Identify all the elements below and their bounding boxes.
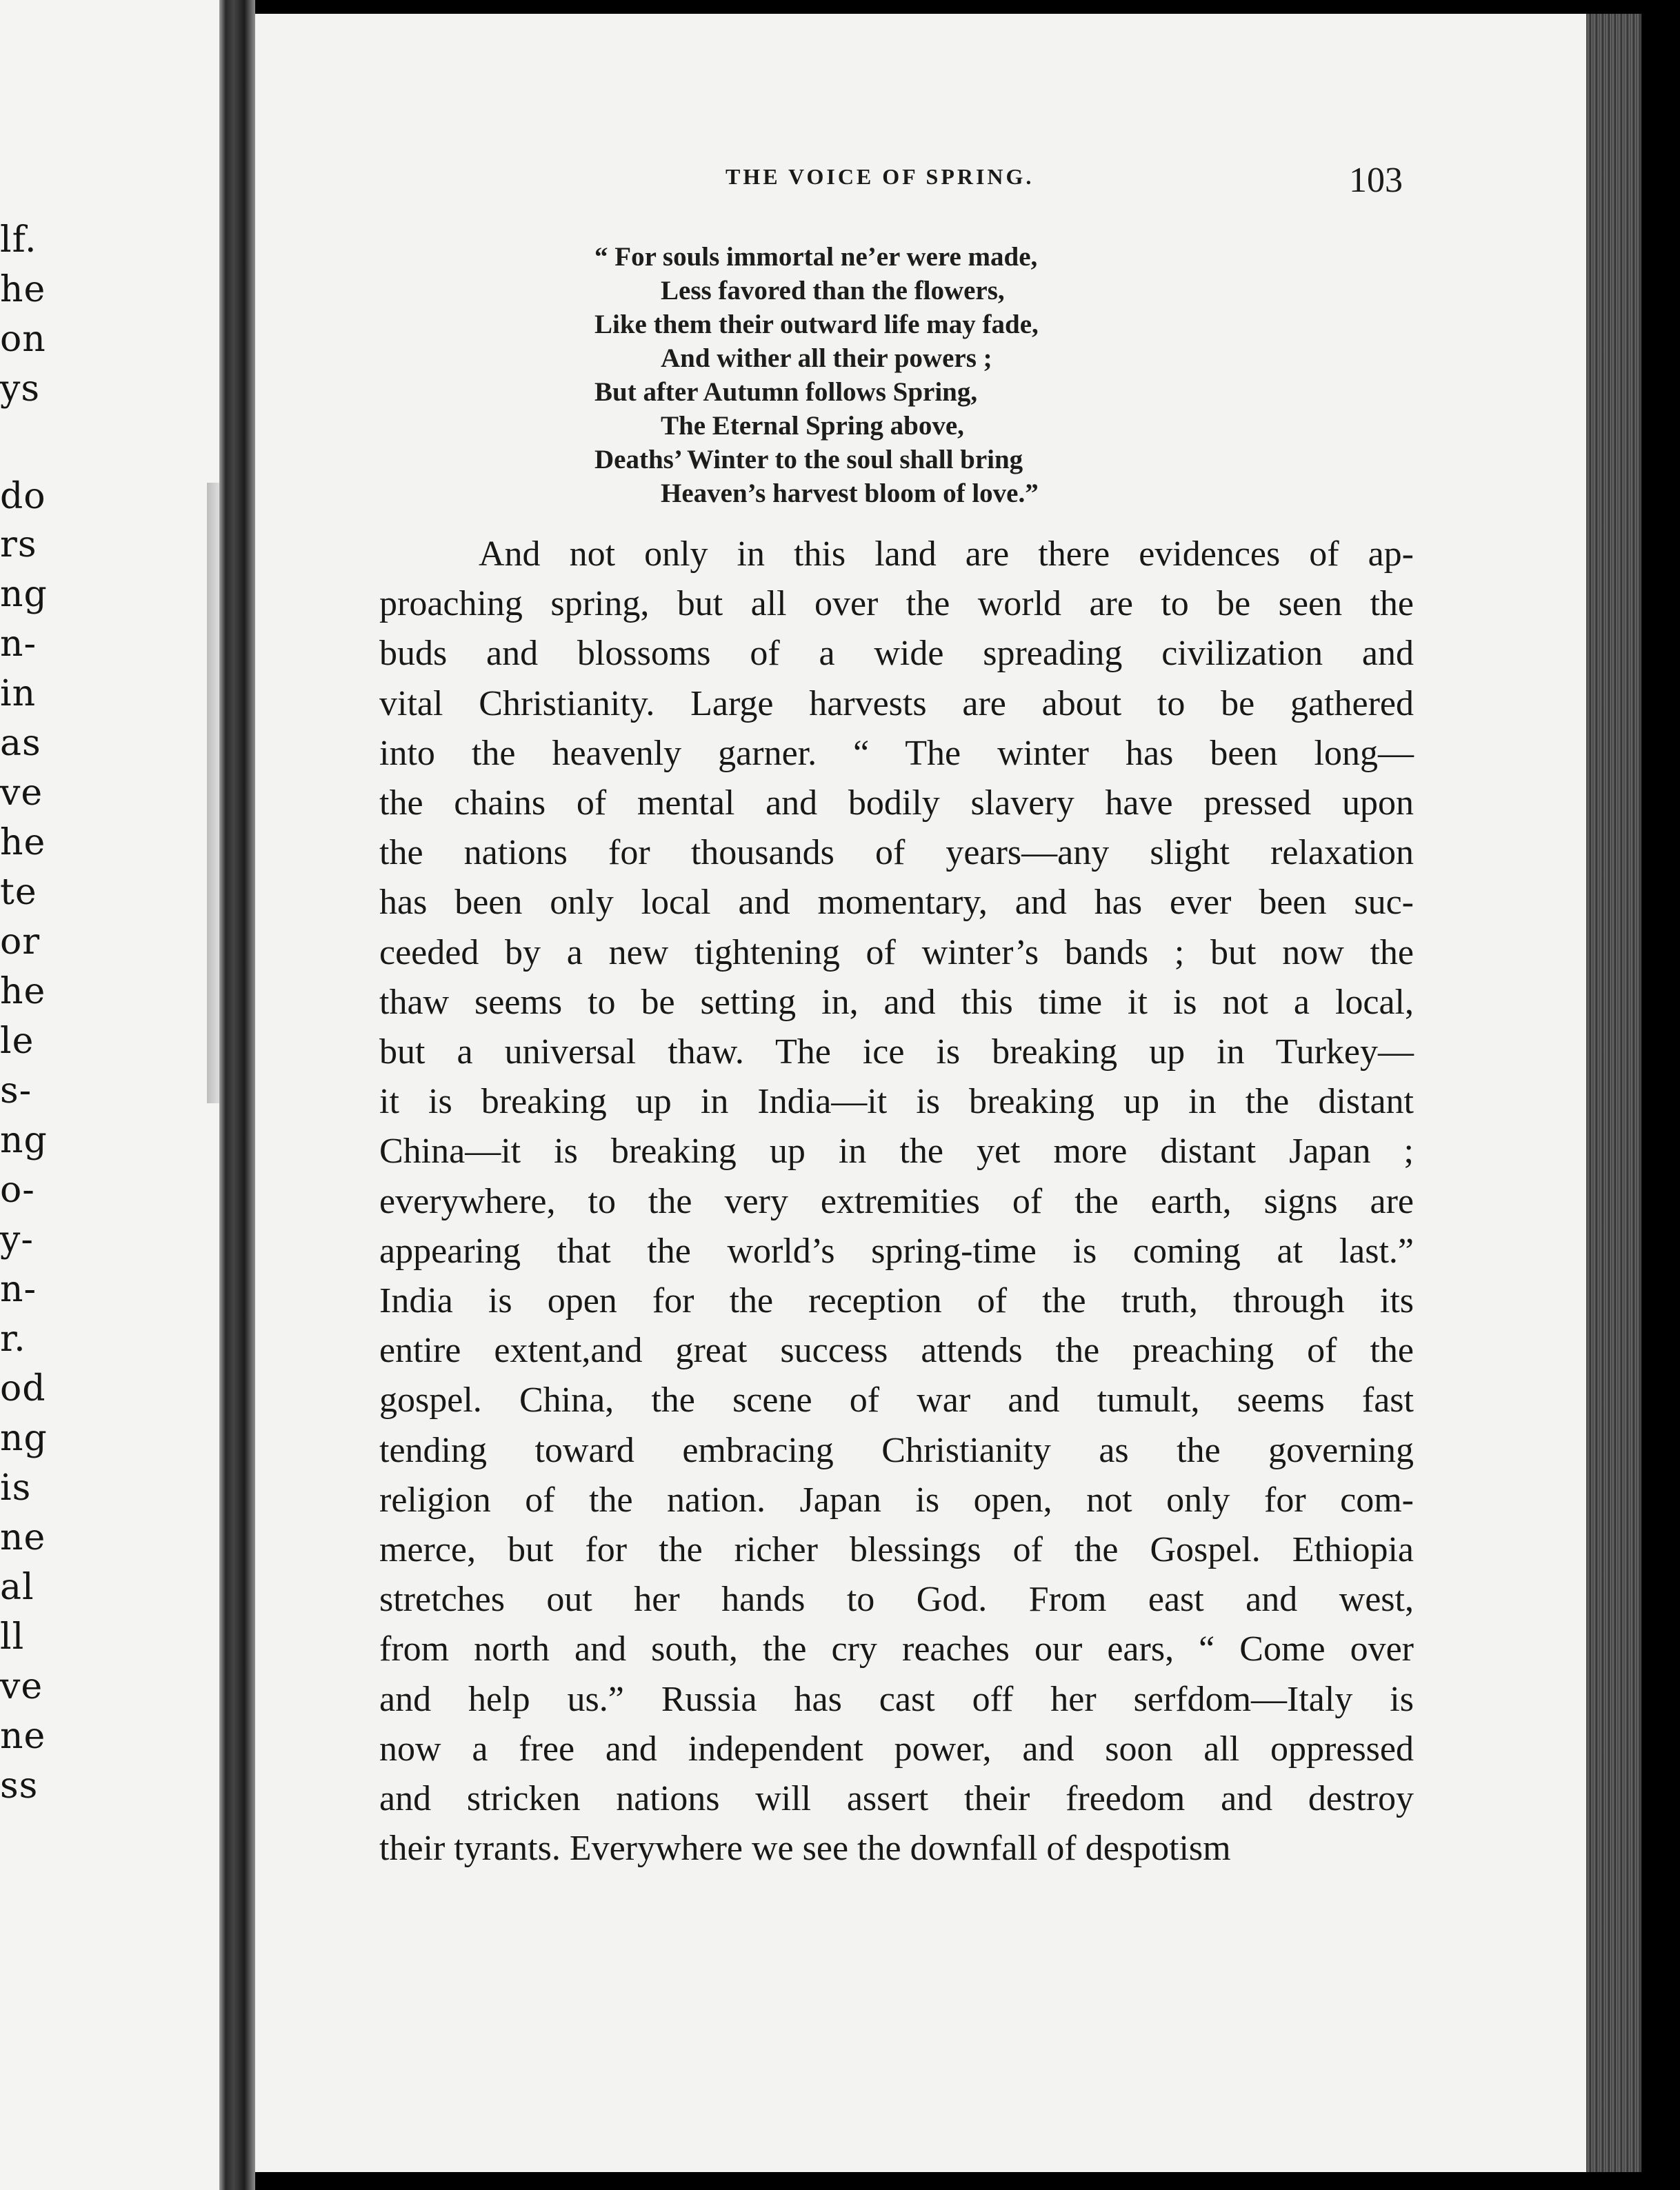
text-line: the chains of mental and bodily slavery have pressed upon [379,783,1414,823]
facing-fragment: he [0,269,46,310]
facing-fragment: is [0,1467,32,1509]
facing-fragment: n- [0,1269,37,1310]
text-line: vital Christianity. Large harvests are about to be gathered [379,683,1414,723]
text-line: the nations for thousands of years—any slight relaxation [379,833,1414,873]
body-paragraph [379,530,1414,1873]
facing-fragment: le [0,1021,34,1062]
text-line: And not only in this land are there evidences of ap- [479,534,1414,574]
facing-fragment: n- [0,623,37,665]
text-line: merce, but for the richer blessings of the Gospel. Ethiopia [379,1530,1414,1570]
text-line: their tyrants. Everywhere we see the downfall of despotism [379,1829,1231,1869]
text-line: and help us.” Russia has cast off her serfdom—Italy is [379,1679,1414,1719]
poem-quotation [594,240,1215,510]
text-line: ceeded by a new tightening of winter’s bands ; but now the [379,932,1414,972]
facing-fragment: ss [0,1765,39,1807]
text-line: religion of the nation. Japan is open, not only for com- [379,1480,1414,1520]
facing-fragment: ve [0,772,43,814]
text-line: entire extent,and great success attends the preaching of the [379,1331,1414,1371]
facing-fragment: on [0,319,46,360]
facing-fragment: he [0,822,46,863]
text-line: tending toward embracing Christianity as the governing [379,1430,1414,1470]
text-line: from north and south, the cry reaches our ears, “ Come over [379,1629,1414,1669]
text-line: into the heavenly garner. “ The winter has been long— [379,733,1414,773]
poem-line: And wither all their powers ; [661,343,992,373]
facing-fragment: r. [0,1318,26,1360]
facing-fragment: ys [0,368,41,410]
facing-fragment: do [0,476,46,517]
text-line: appearing that the world’s spring-time is coming at last.” [379,1231,1414,1271]
text-line: gospel. China, the scene of war and tumult, seems fast [379,1380,1414,1420]
facing-fragment: te [0,872,37,913]
poem-line: The Eternal Spring above, [661,411,964,441]
text-line: but a universal thaw. The ice is breaking up in Turkey— [379,1032,1414,1072]
facing-fragment: ng [0,574,48,615]
facing-fragment: rs [0,524,37,565]
poem-line: Heaven’s harvest bloom of love.” [661,479,1039,508]
running-header: THE VOICE OF SPRING. [726,164,1034,189]
facing-fragment: or [0,921,41,963]
facing-fragment: ng [0,1418,48,1459]
facing-fragment: lf. [0,219,37,261]
poem-line: Like them their outward life may fade, [594,310,1039,339]
poem-line: “ For souls immortal ne’er were made, [594,242,1038,272]
facing-fragment: ne [0,1716,46,1757]
text-line: China—it is breaking up in the yet more distant Japan ; [379,1132,1414,1172]
text-line: stretches out her hands to God. From east and west, [379,1580,1414,1620]
facing-fragment: o- [0,1169,35,1211]
facing-fragment: in [0,673,37,714]
binding-gutter [219,0,255,2190]
poem-line: But after Autumn follows Spring, [594,377,978,407]
facing-page-text-fragments [0,0,221,2190]
facing-fragment: od [0,1368,46,1409]
page-block-edge [1586,14,1641,2172]
text-line: it is breaking up in India—it is breaking up in the distant [379,1082,1414,1122]
page-number: 103 [1349,161,1403,200]
facing-fragment: ng [0,1120,48,1161]
text-line: buds and blossoms of a wide spreading civilization and [379,634,1414,674]
facing-page [0,0,221,2190]
text-line: proaching spring, but all over the world are to be seen the [379,584,1414,624]
poem-line: Less favored than the flowers, [661,276,1005,305]
text-line: everywhere, to the very extremities of the earth, signs are [379,1181,1414,1221]
facing-fragment: as [0,723,41,764]
poem-line: Deaths’ Winter to the soul shall bring [594,445,1023,474]
facing-fragment: s- [0,1070,32,1112]
facing-fragment: y- [0,1219,34,1260]
facing-fragment: he [0,971,46,1012]
text-line: India is open for the reception of the truth, through its [379,1281,1414,1321]
text-line: thaw seems to be setting in, and this time it is not a local, [379,982,1414,1022]
facing-fragment: ve [0,1666,43,1707]
text-line: now a free and independent power, and soon all oppressed [379,1729,1414,1769]
text-line: and stricken nations will assert their freedom and destroy [379,1779,1414,1819]
facing-fragment: ne [0,1517,46,1558]
facing-fragment: al [0,1567,34,1608]
facing-fragment: ll [0,1616,25,1658]
text-line: has been only local and momentary, and has ever been suc- [379,883,1414,923]
